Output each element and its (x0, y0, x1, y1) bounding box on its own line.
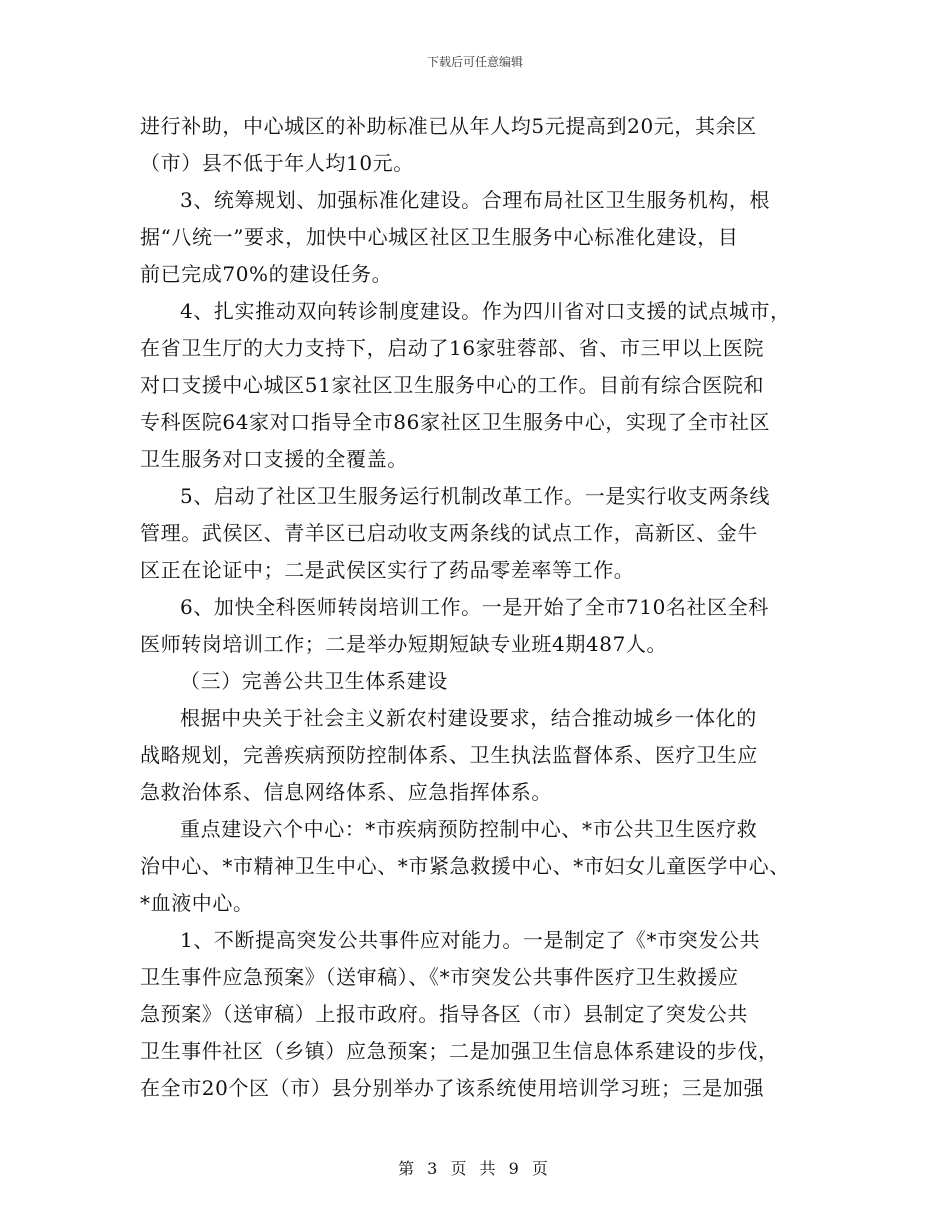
text-line: 医师转岗培训工作；二是举办短期短缺专业班4期487人。 (140, 632, 668, 656)
text-line: 区正在论证中；二是武侯区实行了药品零差率等工作。 (140, 558, 635, 582)
text-line: 治中心、*市精神卫生中心、*市紧急救援中心、*市妇女儿童医学中心、 (140, 854, 790, 878)
text-line: 前已完成70%的建设任务。 (140, 262, 393, 286)
page-header: 下载后可任意编辑 (426, 55, 523, 69)
text-line: 卫生事件应急预案》（送审稿）、《*市突发公共事件医疗卫生救援应 (140, 965, 739, 989)
text-line: 3、统筹规划、加强标准化建设。合理布局社区卫生服务机构，根 (180, 188, 771, 212)
text-line: 专科医院64家对口指导全市86家社区卫生服务中心，实现了全市社区 (140, 410, 771, 434)
text-line: 重点建设六个中心：*市疾病预防控制中心、*市公共卫生医疗救 (180, 817, 758, 841)
document-body (140, 108, 820, 1107)
text-line: 卫生服务对口支援的全覆盖。 (140, 447, 408, 471)
text-line: 管理。武侯区、青羊区已启动收支两条线的试点工作，高新区、金牛 (140, 521, 758, 545)
text-line: 1、不断提高突发公共事件应对能力。一是制定了《*市突发公共 (180, 928, 761, 952)
text-line: 战略规划，完善疾病预防控制体系、卫生执法监督体系、医疗卫生应 (140, 743, 758, 767)
text-line: 6、加快全科医师转岗培训工作。一是开始了全市710名社区全科 (180, 595, 769, 619)
text-line: （三）完善公共卫生体系建设 (180, 669, 448, 693)
text-line: 对口支援中心城区51家社区卫生服务中心的工作。目前有综合医院和 (140, 373, 765, 397)
text-line: 4、扎实推动双向转诊制度建设。作为四川省对口支援的试点城市， (180, 299, 791, 323)
text-line: 据“八统一”要求，加快中心城区社区卫生服务中心标准化建设，目 (140, 225, 739, 249)
text-line: 卫生事件社区（乡镇）应急预案；二是加强卫生信息体系建设的步伐， (140, 1039, 779, 1063)
text-line: （市）县不低于年人均10元。 (140, 151, 414, 175)
text-line: 急救治体系、信息网络体系、应急指挥体系。 (140, 780, 552, 804)
text-line: 进行补助，中心城区的补助标准已从年人均5元提高到20元，其余区 (140, 114, 757, 138)
text-line: 在全市20个区（市）县分别举办了该系统使用培训学习班；三是加强 (140, 1076, 765, 1100)
text-line: 根据中央关于社会主义新农村建设要求，结合推动城乡一体化的 (180, 706, 757, 730)
text-line: *血液中心。 (140, 891, 254, 915)
page-footer: 第 3 页 共 9 页 (398, 1159, 552, 1178)
text-line: 急预案》（送审稿）上报市政府。指导各区（市）县制定了突发公共 (140, 1002, 748, 1026)
text-line: 在省卫生厅的大力支持下，启动了16家驻蓉部、省、市三甲以上医院 (140, 336, 765, 360)
text-line: 5、启动了社区卫生服务运行机制改革工作。一是实行收支两条线 (180, 484, 771, 508)
